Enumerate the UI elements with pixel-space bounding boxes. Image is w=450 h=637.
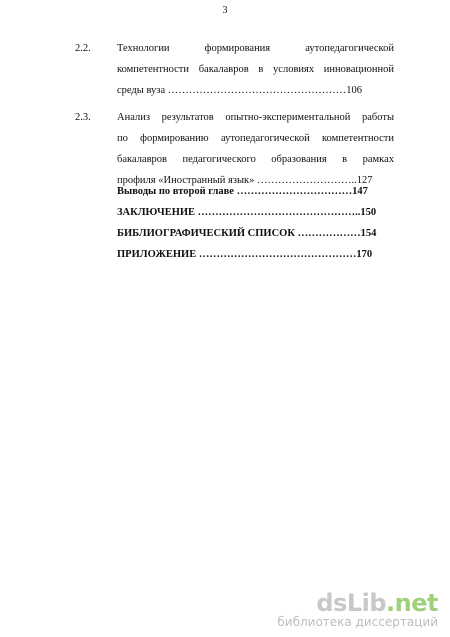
toc-entry: [75, 107, 395, 191]
watermark-logo: dsLib.net: [316, 589, 438, 617]
toc-entry-number: 2.3.: [75, 112, 91, 123]
toc-entry-text: [117, 107, 394, 191]
toc-entry-line: бакалавров педагогического образования в рамках: [117, 154, 394, 165]
page-number: 3: [222, 5, 228, 16]
watermark-subtitle: библиотека диссертаций: [277, 615, 438, 629]
toc-entry-line: компетентности бакалавров в условиях инновационной: [117, 64, 394, 75]
toc-entry-line: среды вуза ……………………………………………106: [117, 85, 362, 96]
toc-entry: [75, 38, 395, 101]
toc-conclusion: ЗАКЛЮЧЕНИЕ ………………………………………..150: [117, 207, 377, 218]
toc-conclusions-chapter-2: Выводы по второй главе ……………………………147: [117, 186, 368, 197]
watermark: [277, 591, 438, 629]
toc-entry-line: Анализ результатов опытно-экспериментальной работы: [117, 112, 394, 123]
toc-entry-text: [117, 38, 394, 101]
toc-entry-line: Технологии формирования аутопедагогической: [117, 43, 394, 54]
toc-entry-line: по формированию аутопедагогической компетентности: [117, 133, 394, 144]
toc-bibliography: БИБЛИОГРАФИЧЕСКИЙ СПИСОК ………………154: [117, 228, 377, 239]
toc-entry-number: 2.2.: [75, 43, 91, 54]
toc-entry-line: профиля «Иностранный язык» ………………………..127: [117, 175, 373, 186]
toc-appendix: ПРИЛОЖЕНИЕ ………………………………………170: [117, 249, 373, 260]
